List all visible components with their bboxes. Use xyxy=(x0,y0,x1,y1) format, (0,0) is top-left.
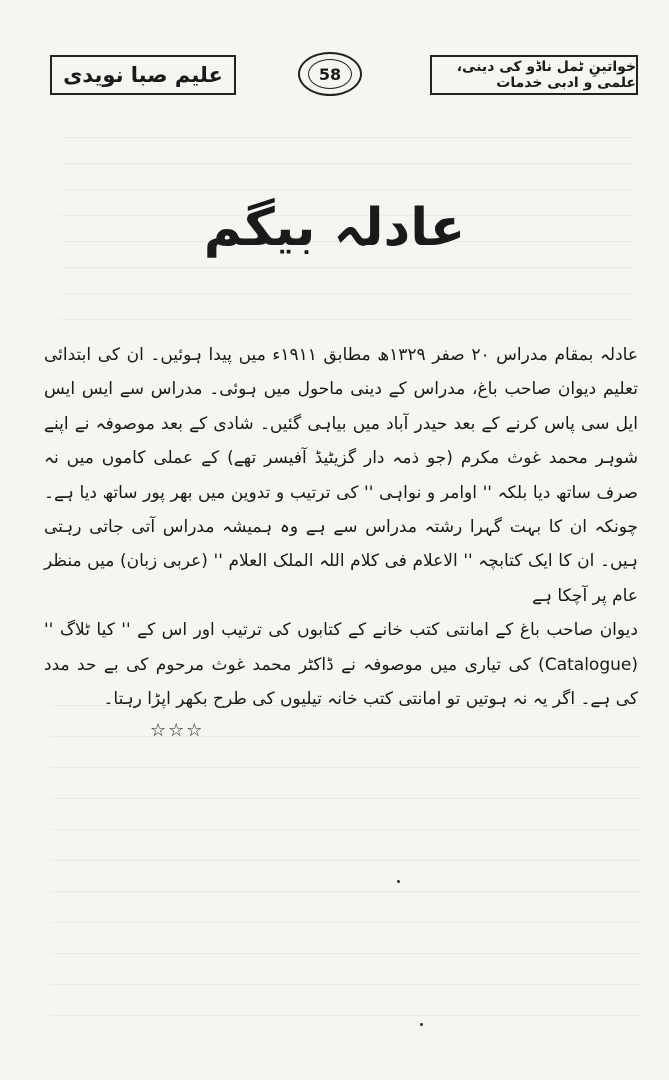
section-end-stars: ☆☆☆ xyxy=(150,720,205,741)
header-book-title: خواتینِ ٹمل ناڈو کی دینی، علمی و ادبی خدمات xyxy=(456,59,636,91)
speck xyxy=(397,880,400,883)
chapter-title: عادلہ بیگم xyxy=(203,198,466,258)
header-book-title-box xyxy=(430,55,638,95)
page-number-inner xyxy=(308,59,352,89)
header-author: علیم صبا نویدی xyxy=(63,63,223,87)
header-author-box xyxy=(50,55,236,95)
page-number-badge xyxy=(298,52,362,96)
speck xyxy=(420,1023,423,1026)
bleed-through-text-bottom xyxy=(50,675,640,1035)
paragraph-2: دیوان صاحب باغ کے امانتی کتب خانے کے کتابوں کی ترتیب اور اس کے '' کیا ٹلاگ '' (Catalogue) کی تیاری میں موصوفہ نے ڈاکٹر محمد غوث مرحوم کی بے حد مدد کی ہے۔ اگر یہ نہ ہوتیں تو امانتی کتب خانہ تیلیوں کی طرح بکھر اپڑا رہتا۔ xyxy=(44,620,638,710)
page-number: 58 xyxy=(318,64,342,84)
body-text xyxy=(44,338,638,716)
paragraph-1: عادلہ بمقام مدراس ۲۰ صفر ۱۳۲۹ھ مطابق ۱۹۱۱ء میں پیدا ہوئیں۔ ان کی ابتدائی تعلیم دیوان صاحب باغ، مدراس کے دینی ماحول میں ہوئی۔ مدراس سے ایس ایس ایل سی پاس کرنے کے بعد حیدر آباد میں بیاہی گئیں۔ شادی کے بعد موصوفہ نے اپنے شوہر محمد غوث مکرم (جو ذمہ دار گزیٹیڈ آفیسر تھے) کے عملی کاموں میں نہ صرف ساتھ دیا بلکہ '' اوامر و نواہی '' کی ترتیب و تدوین میں بھر پور ساتھ دیا ہے۔ چونکہ ان کا بہت گہرا رشتہ مدراس سے ہے وہ ہمیشہ مدراس آتی جاتی رہتی ہیں۔ ان کا ایک کتابچہ '' الاعلام فی کلام اللہ الملک العلام '' (عربی زبان) میں منظر عام پر آچکا ہے xyxy=(44,345,638,606)
